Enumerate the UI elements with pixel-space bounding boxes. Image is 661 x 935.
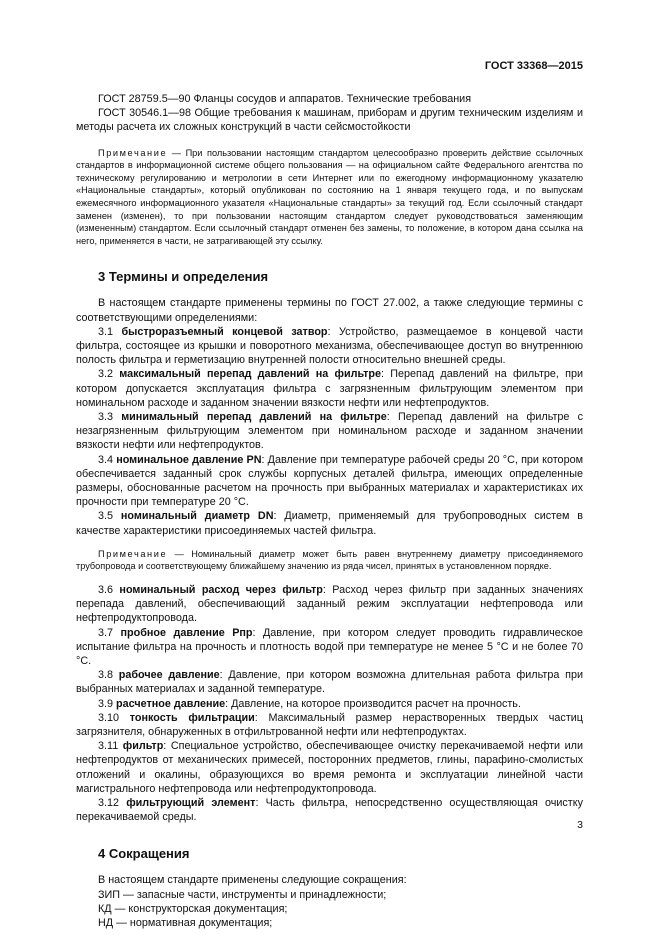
term-3-12 — [76, 796, 583, 824]
term-name: фильтрующий элемент — [126, 797, 256, 810]
term-number: 3.5 — [98, 510, 114, 523]
term-number: 3.1 — [98, 325, 114, 338]
note-text: — Номинальный диаметр может быть равен внутреннему диаметру присоединяемого трубопровода и соответствующему ближайшему значению из ряда чисел, принятых в установленном порядке. — [76, 548, 583, 572]
term-name: минимальный перепад давлений на фильтре — [121, 410, 387, 423]
term-3-4 — [76, 453, 583, 510]
term-name: номинальный расход через фильтр — [119, 584, 323, 596]
term-name: расчетное давление — [116, 697, 226, 710]
term-definition: : Давление, при котором следует проводить гидравлическое испытание фильтра на прочность и плотность водой при температуре не менее 5 °С и не более 70 °С. — [76, 626, 583, 668]
term-name: максимальный перепад давлений на фильтре — [119, 368, 382, 381]
term-name: быстроразъемный концевой затвор — [121, 325, 328, 338]
section-4-heading-wrap — [76, 846, 583, 861]
note-text: — При пользовании настоящим стандартом целесообразно проверить действие ссылочных стандартов в информационной системе общего пользования — на официальном сайте Федерального агентства по техническому регулированию и метрологии в сети Интернет или по ежегодному информационному указателю «Национальные стандарты», который опубликован по состоянию на 1 января текущего года, и по выпускам ежемесячного информационного указателя «Национальные стандарты» за текущий год. Если ссылочный стандарт заменен (изменен), то при пользовании настоящим стандартом следует руководствоваться заменяющим (измененным) стандартом. Если ссылочный стандарт отменен без замены, то положение, в котором дана ссылка на него, применяется в части, не затрагивающей эту ссылку. — [76, 147, 583, 246]
term-number: 3.2 — [98, 368, 114, 381]
term-3-3 — [76, 410, 583, 453]
term-definition: : Специальное устройство, обеспечивающее очистку перекачиваемой нефти или нефтепродуктов от механических примесей, посторонних предметов, глины, парафино-смолистых отложений и окалины, образующихся во время ремонта и эксплуатации линейной части магистрального нефтепровода или нефтепродуктопровода. — [76, 740, 583, 795]
section-3-title: 3 Термины и определения — [98, 269, 269, 285]
term-number: 3.11 — [98, 740, 119, 753]
term-definition: : Давление, при котором возможна длительная работа фильтра при выбранных материалах и заданной температуре. — [76, 669, 583, 696]
term-name: номинальное давление PN — [116, 453, 262, 466]
term-name: тонкость фильтрации — [129, 711, 255, 724]
term-definition: : Давление, на которое производится расчет на прочность. — [225, 697, 521, 710]
term-3-5 — [76, 509, 583, 537]
term-3-6 — [76, 583, 583, 626]
term-definition: : Давление при температуре рабочей среды 20 °С, при котором обеспечивается заданный срок службы корпусных деталей фильтра, имеющих определенные размеры, обоснованные расчетом на прочность при выбранных материалах и характеристиках их прочности при температуре 20 °С. — [76, 453, 583, 509]
term-3-11 — [76, 739, 583, 796]
term-3-9 — [76, 697, 583, 711]
section-4-title: 4 Сокращения — [98, 846, 190, 862]
term-3-1 — [76, 325, 583, 368]
term-number: 3.4 — [98, 453, 114, 466]
term-number: 3.9 — [98, 697, 114, 710]
term-name: номинальный диаметр DN — [120, 510, 274, 523]
term-number: 3.3 — [98, 410, 114, 423]
section-3-heading-wrap — [76, 269, 583, 284]
note-2 — [76, 548, 583, 573]
abbreviation-item: НД — нормативная документация; — [98, 917, 273, 930]
note-block-2 — [76, 548, 583, 573]
document-id: ГОСТ 33368—2015 — [484, 60, 583, 72]
term-number: 3.10 — [98, 711, 120, 724]
term-name: фильтр — [122, 740, 164, 753]
term-3-2 — [76, 367, 583, 410]
section-3-intro: В настоящем стандарте применены термины по ГОСТ 27.002, а также следующие термины с соответствующими определениями: — [76, 297, 583, 324]
term-definition: : Перепад давлений на фильтре с незагрязненным фильтрующим элементом при номинальном расходе и заданном значении вязкости нефти или нефтепродуктов. — [76, 410, 583, 452]
term-definition: : Расход через фильтр при заданных значениях перепада давлений, обеспечивающий заданный режим эксплуатации нефтепровода или нефтепродуктопровода. — [76, 584, 583, 625]
abbreviation-item: КД — конструкторская документация; — [98, 902, 288, 915]
term-definition: : Устройство, размещаемое в концевой части фильтра, состоящее из крышки и поворотного механизма, обеспечивающее доступ во внутреннюю полость фильтра и герметизацию внутренней полости относительно внешней среды. — [76, 325, 583, 367]
reference-gost-28759: ГОСТ 28759.5—90 Фланцы сосудов и аппаратов. Технические требования — [98, 93, 472, 105]
term-number: 3.7 — [98, 626, 114, 639]
reference-gost-30546: ГОСТ 30546.1—98 Общие требования к машинам, приборам и другим техническим изделиям и методы расчета их сложных конструкций в части сейсмостойкости — [76, 107, 583, 134]
term-number: 3.8 — [98, 669, 114, 682]
term-number: 3.6 — [98, 584, 114, 596]
note-block-1 — [76, 147, 583, 248]
term-definition: : Диаметр, применяемый для трубопроводных систем в качестве характеристики присоединяемых частей фильтра. — [76, 510, 583, 537]
note-1 — [76, 147, 583, 248]
abbreviation-item: ЗИП — запасные части, инструменты и принадлежности; — [98, 888, 387, 901]
term-name: пробное давление Pпр — [120, 626, 253, 639]
term-definition: : Максимальный размер нерастворенных твердых частиц загрязнителя, обнаруженных в отфильтрованной нефти или нефтепродуктах. — [76, 711, 583, 739]
section-4-intro: В настоящем стандарте применены следующие сокращения: — [98, 874, 407, 887]
term-3-10 — [76, 711, 583, 739]
term-name: рабочее давление — [118, 669, 220, 682]
term-3-7 — [76, 626, 583, 669]
page-content — [76, 92, 583, 930]
term-definition: : Часть фильтра, непосредственно осуществляющая очистку перекачиваемой среды. — [76, 797, 583, 824]
page-number: 3 — [577, 819, 583, 831]
term-number: 3.12 — [98, 797, 120, 810]
note-label: Примечание — [98, 548, 168, 559]
term-3-8 — [76, 668, 583, 696]
term-definition: : Перепад давлений на фильтре, при котором допускается эксплуатация фильтра с загрязненным фильтрующим элементом при номинальном расходе и заданном значении вязкости нефти или нефтепродуктов. — [76, 368, 584, 409]
note-label: Примечание — [98, 147, 168, 158]
